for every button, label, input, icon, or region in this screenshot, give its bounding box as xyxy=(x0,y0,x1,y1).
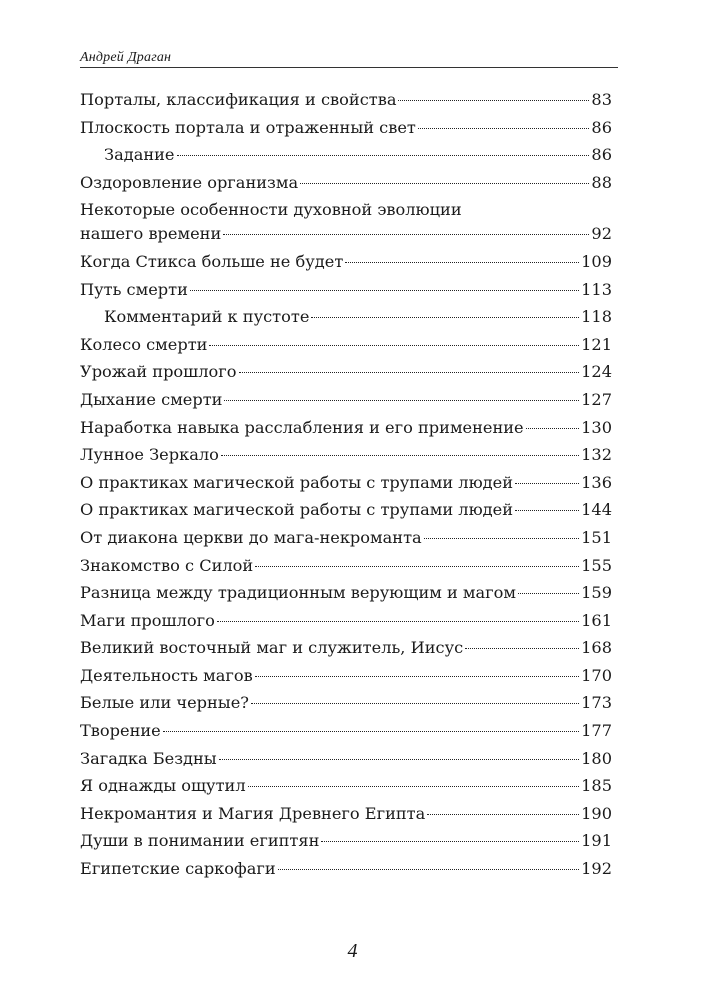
toc-entry-title: Колесо смерти xyxy=(80,334,208,354)
dot-leader xyxy=(424,538,579,539)
toc-entry[interactable] xyxy=(80,636,612,660)
dot-leader xyxy=(190,290,579,291)
dot-leader xyxy=(300,183,589,184)
toc-entry-title: Наработка навыка расслабления и его применение xyxy=(80,417,524,437)
toc-entry-title: Плоскость портала и отраженный свет xyxy=(80,117,416,137)
toc-entry[interactable] xyxy=(80,88,612,112)
toc-entry[interactable] xyxy=(80,581,612,605)
toc-entry-page: 185 xyxy=(581,776,612,796)
toc-entry-page: 130 xyxy=(581,417,612,437)
toc-entry-title: О практиках магической работы с трупами людей xyxy=(80,472,513,492)
toc-entry-page: 192 xyxy=(581,859,612,879)
dot-leader xyxy=(177,155,590,156)
toc-entry-page: 170 xyxy=(581,665,612,685)
toc-entry-title: Задание xyxy=(104,145,175,165)
toc-entry-title-line xyxy=(80,198,612,222)
toc-entry-title: Лунное Зеркало xyxy=(80,445,219,465)
toc-entry[interactable] xyxy=(80,857,612,881)
toc-entry-title: Маги прошлого xyxy=(80,610,215,630)
toc-entry[interactable] xyxy=(80,498,612,522)
toc-entry-page: 168 xyxy=(581,638,612,658)
toc-entry[interactable] xyxy=(80,719,612,743)
toc-entry[interactable] xyxy=(80,250,612,274)
toc-entry[interactable] xyxy=(80,171,612,195)
toc-entry-title: Души в понимании египтян xyxy=(80,831,320,851)
toc-entry-title: Египетские саркофаги xyxy=(80,859,276,879)
toc-entry-title: нашего времени xyxy=(80,224,222,244)
dot-leader xyxy=(311,317,579,318)
toc-entry[interactable] xyxy=(80,222,612,246)
toc-entry-page: 86 xyxy=(591,117,612,137)
dot-leader xyxy=(465,648,579,649)
toc-entry-title: Я однажды ощутил xyxy=(80,776,246,796)
dot-leader xyxy=(526,428,579,429)
toc-entry-title: От диакона церкви до мага-некроманта xyxy=(80,527,422,547)
toc-entry-title: Дыхание смерти xyxy=(80,389,223,409)
toc-entry-page: 83 xyxy=(591,90,612,109)
dot-leader xyxy=(418,128,590,129)
dot-leader xyxy=(278,869,579,870)
toc-subentry[interactable] xyxy=(80,143,612,167)
dot-leader xyxy=(239,372,580,373)
toc-entry-page: 118 xyxy=(581,307,612,327)
toc-entry-page: 136 xyxy=(581,472,612,492)
toc-entry-page: 109 xyxy=(581,251,612,271)
dot-leader xyxy=(515,510,579,511)
toc-entry-page: 161 xyxy=(581,610,612,630)
dot-leader xyxy=(223,234,589,235)
toc-entry-title: Белые или черные? xyxy=(80,693,249,713)
toc-entry-page: 121 xyxy=(581,334,612,354)
toc-entry[interactable] xyxy=(80,664,612,688)
toc-entry-title: Порталы, классификация и свойства xyxy=(80,90,397,109)
toc-entry-page: 177 xyxy=(581,721,612,741)
toc-entry-page: 127 xyxy=(581,389,612,409)
toc-entry-page: 86 xyxy=(591,145,612,165)
dot-leader xyxy=(221,455,579,456)
dot-leader xyxy=(321,841,579,842)
toc-entry[interactable] xyxy=(80,471,612,495)
toc-entry-title: Творение xyxy=(80,721,161,741)
dot-leader xyxy=(398,100,589,101)
toc-entry-title: Путь смерти xyxy=(80,279,188,299)
dot-leader xyxy=(427,814,579,815)
toc-entry-title: Деятельность магов xyxy=(80,665,253,685)
toc-entry-page: 155 xyxy=(581,555,612,575)
toc-entry-page: 191 xyxy=(581,831,612,851)
toc-entry[interactable] xyxy=(80,443,612,467)
toc-entry[interactable] xyxy=(80,691,612,715)
dot-leader xyxy=(345,262,579,263)
dot-leader xyxy=(515,483,579,484)
toc-entry[interactable] xyxy=(80,278,612,302)
toc-entry[interactable] xyxy=(80,360,612,384)
dot-leader xyxy=(251,703,579,704)
toc-entry-page: 88 xyxy=(591,172,612,192)
toc-entry[interactable] xyxy=(80,388,612,412)
dot-leader xyxy=(217,621,579,622)
toc-entry-page: 159 xyxy=(581,583,612,603)
dot-leader xyxy=(209,345,579,346)
toc-entry-title: О практиках магической работы с трупами людей xyxy=(80,500,513,520)
toc-entry[interactable] xyxy=(80,116,612,140)
dot-leader xyxy=(518,593,579,594)
toc-entry-title: Комментарий к пустоте xyxy=(104,307,310,327)
dot-leader xyxy=(255,676,579,677)
toc-entry-title: Некромантия и Магия Древнего Египта xyxy=(80,803,426,823)
dot-leader xyxy=(219,759,579,760)
dot-leader xyxy=(163,731,579,732)
dot-leader xyxy=(255,566,579,567)
toc-entry[interactable] xyxy=(80,774,612,798)
table-of-contents xyxy=(80,88,612,885)
toc-entry-title: Оздоровление организма xyxy=(80,172,299,192)
toc-entry-title: Разница между традиционным верующим и магом xyxy=(80,583,516,603)
toc-entry-title: Когда Стикса больше не будет xyxy=(80,251,344,271)
toc-entry-page: 190 xyxy=(581,803,612,823)
toc-entry[interactable] xyxy=(80,802,612,826)
toc-entry-title: Урожай прошлого xyxy=(80,362,237,382)
dot-leader xyxy=(248,786,579,787)
header-rule xyxy=(80,67,618,68)
toc-entry[interactable] xyxy=(80,829,612,853)
toc-entry-page: 173 xyxy=(581,693,612,713)
toc-subentry[interactable] xyxy=(80,305,612,329)
toc-entry[interactable] xyxy=(80,526,612,550)
toc-entry[interactable] xyxy=(80,416,612,440)
toc-entry-title: Знакомство с Силой xyxy=(80,555,254,575)
toc-entry-page: 144 xyxy=(581,500,612,520)
toc-entry-title: Великий восточный маг и служитель, Иисус xyxy=(80,638,464,658)
toc-entry-page: 151 xyxy=(581,527,612,547)
toc-entry-title: Загадка Бездны xyxy=(80,748,217,768)
toc-entry[interactable] xyxy=(80,333,612,357)
toc-entry[interactable] xyxy=(80,747,612,771)
toc-entry[interactable] xyxy=(80,609,612,633)
page-number: 4 xyxy=(347,940,358,962)
toc-entry-page: 92 xyxy=(591,224,612,244)
toc-entry-page: 113 xyxy=(581,279,612,299)
toc-entry-page: 124 xyxy=(581,362,612,382)
toc-entry-page: 180 xyxy=(581,748,612,768)
dot-leader xyxy=(224,400,579,401)
toc-entry-page: 132 xyxy=(581,445,612,465)
toc-entry[interactable] xyxy=(80,554,612,578)
toc-entry-title: Некоторые особенности духовной эволюции xyxy=(80,200,462,220)
running-header-author: Андрей Драган xyxy=(80,50,172,65)
